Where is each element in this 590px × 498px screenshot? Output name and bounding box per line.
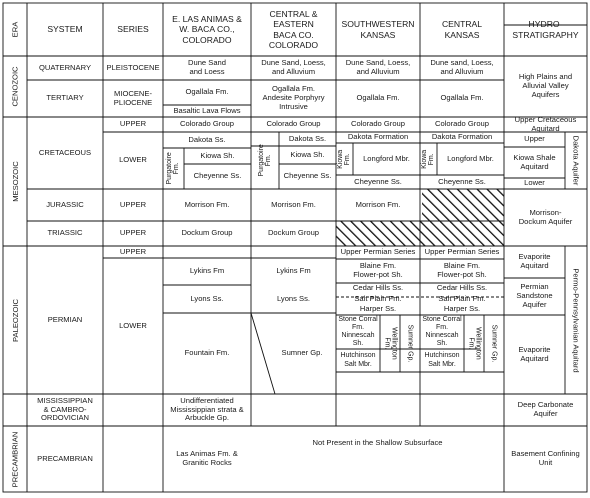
c4-blaine: Blaine Fm. Flower-pot Sh. (437, 261, 487, 279)
header-col4: CENTRAL KANSAS (441, 19, 483, 40)
c4-cheyenne: Cheyenne Ss. (438, 176, 486, 186)
c1-basaltic-lava: Basaltic Lava Flows (173, 105, 241, 115)
c2-kiowa: Kiowa Sh. (290, 149, 325, 159)
system-quaternary: QUATERNARY (38, 62, 92, 72)
hatch-triassic-central-kansas (420, 221, 504, 246)
series-permian-lower: LOWER (119, 320, 147, 330)
series-pleistocene: PLEISTOCENE (106, 62, 160, 72)
c4-ogallala: Ogallala Fm. (440, 93, 484, 103)
h-permian-sandstone: Permian Sandstone Aquifer (516, 282, 553, 309)
c2-cheyenne: Cheyenne Ss. (283, 171, 332, 181)
header-col1: E. LAS ANIMAS & W. BACA CO., COLORADO (172, 14, 242, 45)
c3-dune-sand: Dune Sand, Loess, and Alluvium (345, 58, 411, 76)
c3-morrison: Morrison Fm. (355, 199, 401, 209)
system-jurassic: JURASSIC (46, 199, 84, 209)
not-present-note: Not Present in the Shallow Subsurface (312, 437, 443, 447)
h-upper: Upper (524, 134, 545, 144)
c1-las-animas: Las Animas Fm. & Granitic Rocks (176, 449, 238, 467)
h-evaporite-1: Evaporite Aquitard (518, 252, 551, 270)
c2-sumner: Sumner Gp. (281, 348, 323, 358)
c1-dune-sand: Dune Sand and Loess (188, 58, 226, 76)
c2-ogallala: Ogallala Fm. Andesite Porphyry Intrusive (262, 84, 325, 111)
c3-longford: Longford Mbr. (363, 153, 410, 163)
c4-dakota: Dakota Formation (431, 132, 493, 142)
c3-harper: Harper Ss. (359, 304, 397, 314)
c4-stone-corral: Stone Corral Fm. Ninnescah Sh. (422, 315, 462, 348)
header-system: SYSTEM (47, 24, 83, 35)
series-permian-upper: UPPER (119, 246, 147, 256)
c4-colorado-group: Colorado Group (434, 119, 490, 129)
system-precambrian: PRECAMBRIAN (37, 453, 93, 463)
c2-lykins: Lykins Fm (276, 266, 311, 276)
c4-sumner: Sumner Gp. (490, 324, 498, 363)
c4-wellington: Wellington Fm. (467, 327, 482, 360)
series-miocene-pliocene: MIOCENE- PLIOCENE (113, 88, 153, 107)
c4-kiowa: Kiowa Fm. (421, 149, 436, 169)
system-triassic: TRIASSIC (47, 228, 83, 238)
c3-cheyenne: Cheyenne Ss. (354, 176, 402, 186)
series-cretaceous-lower: LOWER (119, 155, 147, 165)
h-upper-cretaceous: Upper Cretaceous Aquitard (514, 114, 577, 133)
c3-stone-corral: Stone Corral Fm. Ninnescah Sh. (338, 315, 378, 348)
c2-lyons: Lyons Ss. (276, 293, 311, 303)
c2-colorado-group: Colorado Group (266, 119, 321, 129)
h-lower: Lower (524, 178, 545, 188)
c3-colorado-group: Colorado Group (350, 119, 406, 129)
c3-cedar-hills: Cedar Hills Ss. (352, 283, 404, 293)
c2-dockum: Dockum Group (267, 228, 320, 238)
h-kiowa-shale: Kiowa Shale Aquitard (513, 152, 556, 171)
c1-morrison: Morrison Fm. (184, 199, 230, 209)
c1-fountain: Fountain Fm. (184, 348, 230, 358)
c1-lyons: Lyons Ss. (190, 293, 224, 303)
system-cretaceous: CRETACEOUS (38, 147, 92, 157)
c4-dune-sand: Dune sand, Loess, and Alluvium (430, 58, 494, 76)
h-dakota-aquifer: Dakota Aquifer (571, 135, 581, 186)
c1-undifferentiated: Undifferentiated Mississippian strata & Arbuckle Gp. (170, 395, 244, 423)
c3-salt-plain: Salt Plain Fm. (354, 293, 402, 303)
c4-longford: Longford Mbr. (447, 153, 494, 163)
c3-dakota: Dakota Formation (347, 132, 409, 142)
era-cenozoic: CENOZOIC (10, 66, 20, 107)
system-mississippian: MISSISSIPPIAN & CAMBRO- ORDOVICIAN (37, 395, 93, 423)
series-jurassic-upper: UPPER (119, 199, 147, 209)
c4-hutchinson: Hutchinson Salt Mbr. (424, 352, 460, 368)
h-evaporite-2: Evaporite Aquitard (518, 344, 551, 363)
c1-purgatoire: Purgatoire Fm. (166, 152, 181, 185)
c1-dockum: Dockum Group (181, 228, 233, 238)
h-deep-carbonate: Deep Carbonate Aquifer (517, 400, 574, 418)
c1-colorado-group: Colorado Group (179, 119, 235, 129)
era-precambrian: PRECAMBRIAN (10, 431, 20, 487)
c4-salt-plain: Salt Plain Fm. (438, 293, 486, 303)
h-permo-pennsylvanian: Permo-Pennsylvanian Aquitard (571, 267, 581, 373)
c1-dakota: Dakota Ss. (188, 134, 226, 144)
header-era: ERA (10, 21, 20, 38)
c1-kiowa: Kiowa Sh. (200, 150, 235, 160)
c3-upper-permian: Upper Permian Series (340, 247, 416, 257)
c4-harper: Harper Ss. (443, 304, 481, 314)
header-col3: SOUTHWESTERN KANSAS (341, 19, 415, 40)
header-col2: CENTRAL & EASTERN BACA CO. COLORADO (268, 9, 319, 50)
series-triassic-upper: UPPER (119, 228, 147, 238)
c2-dune-sand: Dune Sand, Loess, and Alluvium (261, 58, 326, 76)
c1-lykins: Lykins Fm (189, 266, 225, 276)
c2-purgatoire: Purgatoire Fm. (257, 144, 273, 177)
c4-cedar-hills: Cedar Hills Ss. (436, 283, 488, 293)
c1-cheyenne: Cheyenne Ss. (193, 171, 242, 181)
h-morrison-dockum: Morrison- Dockum Aquifer (518, 207, 573, 226)
series-cretaceous-upper: UPPER (119, 119, 147, 129)
c3-hutchinson: Hutchinson Salt Mbr. (340, 352, 376, 368)
system-tertiary: TERTIARY (46, 93, 84, 103)
hatch-triassic-sw-kansas (336, 221, 420, 246)
c2-dakota: Dakota Ss. (288, 133, 327, 143)
c4-upper-permian: Upper Permian Series (424, 247, 500, 257)
c3-blaine: Blaine Fm. Flower-pot Sh. (353, 261, 403, 279)
era-mesozoic: MESOZOIC (10, 161, 20, 202)
c3-wellington: Wellington Fm. (383, 327, 398, 360)
c3-kiowa: Kiowa Fm. (337, 149, 352, 169)
h-basement: Basement Confining Unit (511, 449, 580, 467)
header-col5: HYDRO- STRATIGRAPHY (512, 19, 579, 40)
h-high-plains: High Plains and Alluvial Valley Aquifers (518, 72, 573, 99)
system-permian: PERMIAN (47, 314, 83, 324)
c3-sumner: Sumner Gp. (406, 324, 414, 363)
hatch-jurassic-central-kansas (422, 189, 504, 221)
header-series: SERIES (117, 24, 149, 35)
c3-ogallala: Ogallala Fm. (356, 93, 400, 103)
era-paleozoic: PALEOZOIC (10, 298, 20, 342)
c1-ogallala: Ogallala Fm. (185, 87, 229, 97)
c2-morrison: Morrison Fm. (271, 199, 316, 209)
